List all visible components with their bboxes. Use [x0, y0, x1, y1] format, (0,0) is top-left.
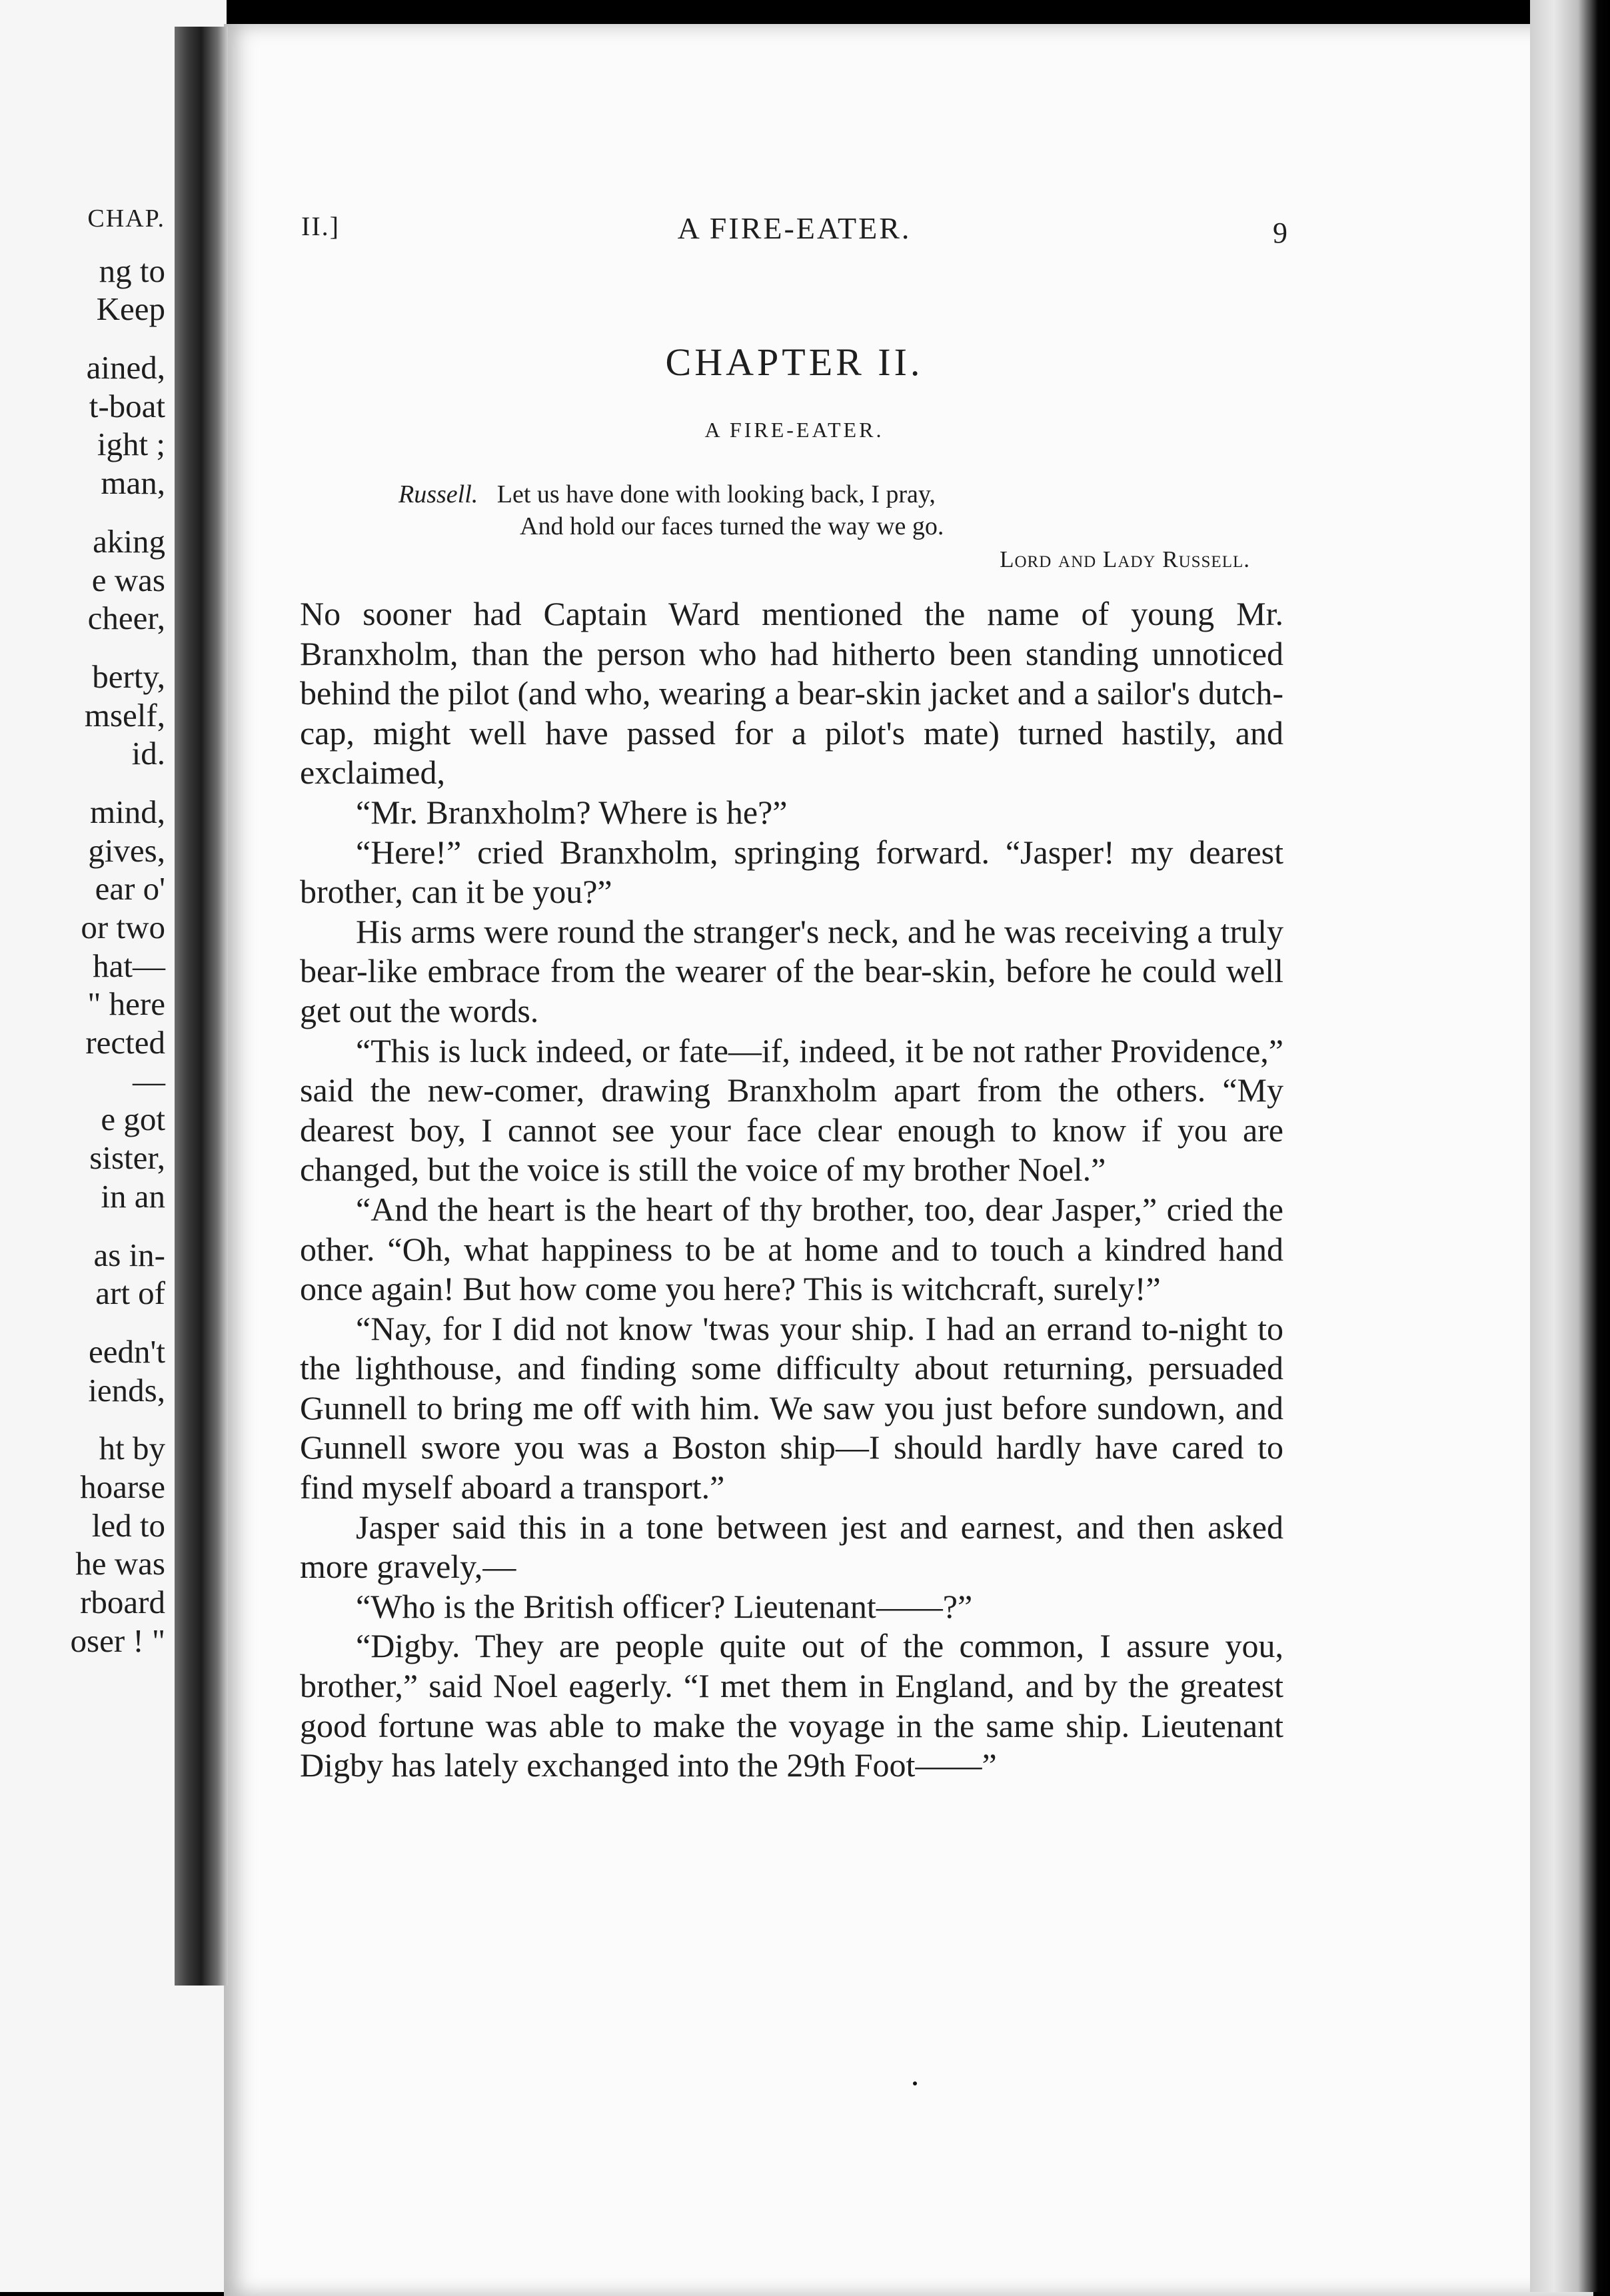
left-page-line: he was: [75, 1545, 165, 1582]
left-page-line: in an: [101, 1177, 165, 1215]
left-page-line: hoarse: [80, 1468, 165, 1505]
left-page-line: id.: [131, 735, 165, 772]
left-page-line: art of: [95, 1275, 165, 1312]
epigraph-source: [399, 544, 1265, 576]
left-page-line: [0, 328, 165, 348]
epigraph: [399, 478, 1265, 576]
left-page-line: mind,: [90, 793, 165, 830]
epigraph-source-text: Lord and Lady Russell.: [1000, 546, 1250, 572]
paragraph: “And the heart is the heart of thy brother, too, dear Jasper,” cried the other. “Oh, what happiness to be at home and to touch a kindred hand once again! But how come you here? This is witchcraft, surely!”: [300, 1190, 1283, 1308]
paragraph: His arms were round the stranger's neck, and he was receiving a truly bear-like embrace from the wearer of the bear-skin, before he could well get out the words.: [300, 912, 1283, 1029]
left-page-line: t-boat: [89, 387, 165, 424]
epigraph-verse-1: Let us have done with looking back, I pray,: [496, 480, 936, 508]
left-page-line: cheer,: [87, 600, 165, 637]
left-page-line: rected: [85, 1024, 165, 1061]
left-page-line: as in-: [93, 1236, 165, 1273]
paragraph: No sooner had Captain Ward mentioned the name of young Mr. Branxholm, than the person who had hitherto been standing unnoticed behind the pilot (and who, wearing a bear-skin jacket and a sailor's dutch-cap, might well have passed for a pilot's mate) turned hastily, and exclaimed,: [300, 595, 1283, 792]
chapter-subtitle: A FIRE-EATER.: [704, 418, 884, 442]
left-page-line: aking: [93, 522, 165, 560]
left-page-text: [0, 200, 165, 1660]
running-head-chapter: II.]: [301, 211, 340, 241]
left-page-line: [0, 773, 165, 793]
left-page-line: —: [133, 1062, 165, 1099]
left-page-line: CHAP.: [87, 205, 165, 233]
left-page-line: " here: [87, 985, 165, 1023]
left-page-line: ng to: [99, 252, 165, 289]
left-page-line: berty,: [92, 658, 165, 695]
left-page-line: [0, 1313, 165, 1333]
left-page-line: sister,: [89, 1139, 165, 1177]
running-head: [301, 211, 1287, 251]
epigraph-speaker: Russell.: [399, 480, 478, 508]
paragraph: Jasper said this in a tone between jest and earnest, and then asked more gravely,—: [300, 1508, 1283, 1586]
running-head-title: A FIRE-EATER.: [677, 211, 912, 245]
left-page-line: [0, 638, 165, 658]
left-page-line: [0, 502, 165, 522]
left-page-line: [0, 1216, 165, 1236]
paragraph: “Nay, for I did not know 'twas your ship. I had an errand to-night to the lighthouse, and finding some difficulty about returning, persuaded Gunnell to bring me off with him. We saw you just before sundown, and Gunnell swore you was a Boston ship—I should hardly have cared to find myself aboard a transport.”: [300, 1309, 1283, 1506]
left-page-line: rboard: [80, 1584, 165, 1620]
paragraph: “Who is the British officer? Lieutenant——?”: [356, 1587, 973, 1625]
left-page-line: hat—: [93, 947, 165, 984]
left-page-line: mself,: [84, 696, 165, 734]
left-page-line: ht by: [99, 1430, 165, 1467]
page-number: 9: [1273, 217, 1287, 249]
left-page-line: gives,: [88, 832, 165, 869]
left-page-line: ight ;: [97, 426, 165, 463]
page-edge: [1530, 0, 1610, 2292]
left-page-line: eedn't: [89, 1333, 165, 1370]
epigraph-line-1: [399, 478, 1265, 510]
paragraph: “Here!” cried Branxholm, springing forward. “Jasper! my dearest brother, can it be you?”: [300, 833, 1283, 911]
left-page-line: [0, 1409, 165, 1429]
left-page-line: e got: [101, 1101, 165, 1138]
left-page-line: iends,: [88, 1371, 165, 1409]
paragraph: “Mr. Branxholm? Where is he?”: [356, 793, 788, 831]
paragraph: “This is luck indeed, or fate—if, indeed, it be not rather Providence,” said the new-comer, drawing Branxholm apart from the others. “My dearest boy, I cannot see your face clear enough to know if you are changed, but the voice is still the voice of my brother Noel.”: [300, 1031, 1283, 1189]
epigraph-verse-2: And hold our faces turned the way we go.: [520, 512, 944, 540]
left-page-line: led to: [91, 1506, 165, 1544]
ink-speck: [913, 2081, 917, 2085]
chapter-heading: CHAPTER II.: [665, 340, 924, 384]
paragraph: “Digby. They are people quite out of the common, I assure you, brother,” said Noel eagerly. “I met them in England, and by the greatest good fortune was able to make the voyage in the same ship. Lieutenant Digby has lately exchanged into the 29th Foot——”: [300, 1627, 1283, 1784]
left-page-line: ained,: [86, 349, 165, 386]
left-page-line: or two: [81, 909, 165, 945]
body-text: [300, 594, 1283, 1786]
book-gutter: [175, 27, 228, 1986]
left-page-line: Keep: [96, 290, 165, 328]
left-page-line: ear o': [95, 870, 165, 907]
left-page-line: man,: [101, 464, 165, 502]
left-page-line: e was: [91, 561, 165, 598]
left-page-line: oser ! ": [70, 1622, 165, 1659]
